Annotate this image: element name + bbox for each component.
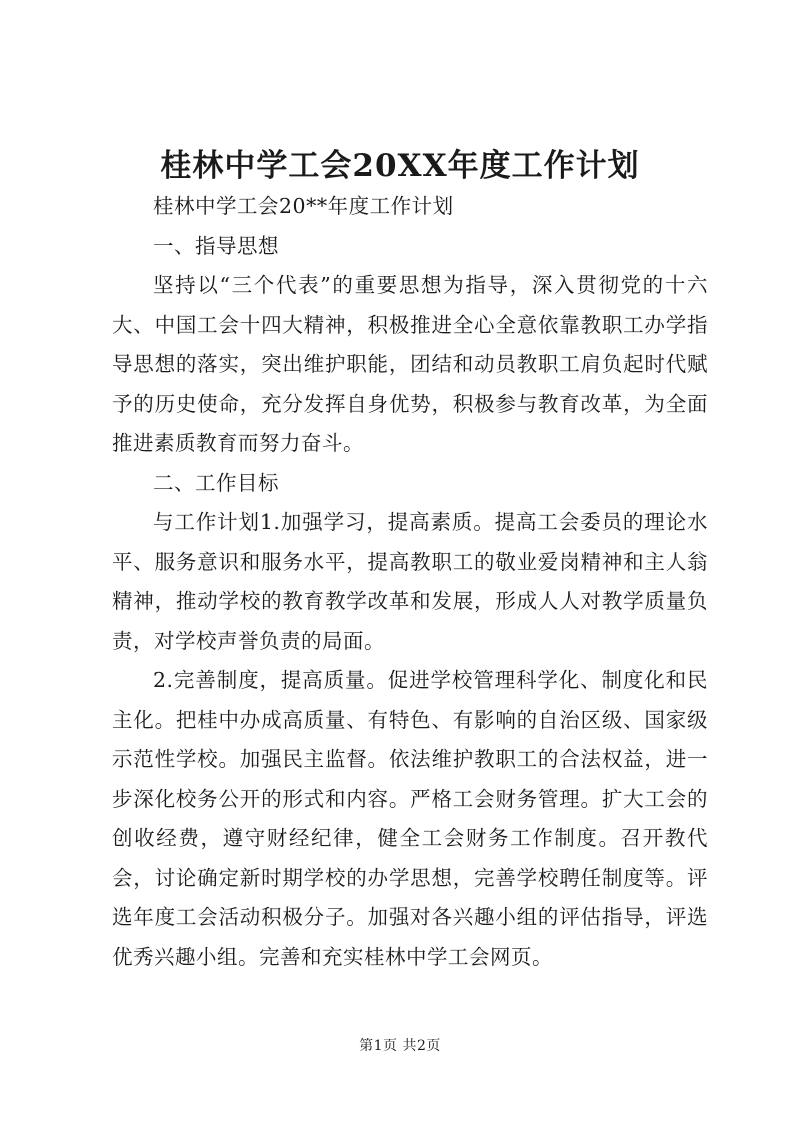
document-body [112, 187, 708, 977]
subtitle-paragraph: 桂林中学工会20**年度工作计划 [153, 194, 454, 218]
section-heading-work-goals: 二、工作目标 [153, 470, 279, 495]
page-title: 桂林中学工会20XX年度工作计划 [160, 148, 640, 184]
paragraph-guiding-thought: 坚持以“三个代表”的重要思想为指导，深入贯彻党的十六大、中国工会十四大精神，积极推进全心全意依靠教职工办学指导思想的落实，突出维护职能，团结和动员教职工肩负起时代赋予的历史使命，充分发挥自身优势，积极参与教育改革，为全面推进素质教育而努力奋斗。 [112, 273, 708, 455]
paragraph-goal-1: 与工作计划1.加强学习，提高素质。提高工会委员的理论水平、服务意识和服务水平，提高教职工的敬业爱岗精神和主人翁精神，推动学校的教育教学改革和发展，形成人人对教学质量负责，对学校声誉负责的局面。 [112, 510, 708, 653]
paragraph-goal-2: 2.完善制度，提高质量。促进学校管理科学化、制度化和民主化。把桂中办成高质量、有特色、有影响的自治区级、国家级示范性学校。加强民主监督。依法维护教职工的合法权益，进一步深化校务公开的形式和内容。严格工会财务管理。扩大工会的创收经费，遵守财经纪律，健全工会财务工作制度。召开教代会，讨论确定新时期学校的办学思想，完善学校聘任制度等。评选年度工会活动积极分子。加强对各兴趣小组的评估指导，评选优秀兴趣小组。完善和充实桂林中学工会网页。 [112, 668, 708, 969]
page-number-footer: 第1页 共2页 [359, 1038, 441, 1054]
section-heading-guiding-thought: 一、指导思想 [153, 233, 279, 258]
